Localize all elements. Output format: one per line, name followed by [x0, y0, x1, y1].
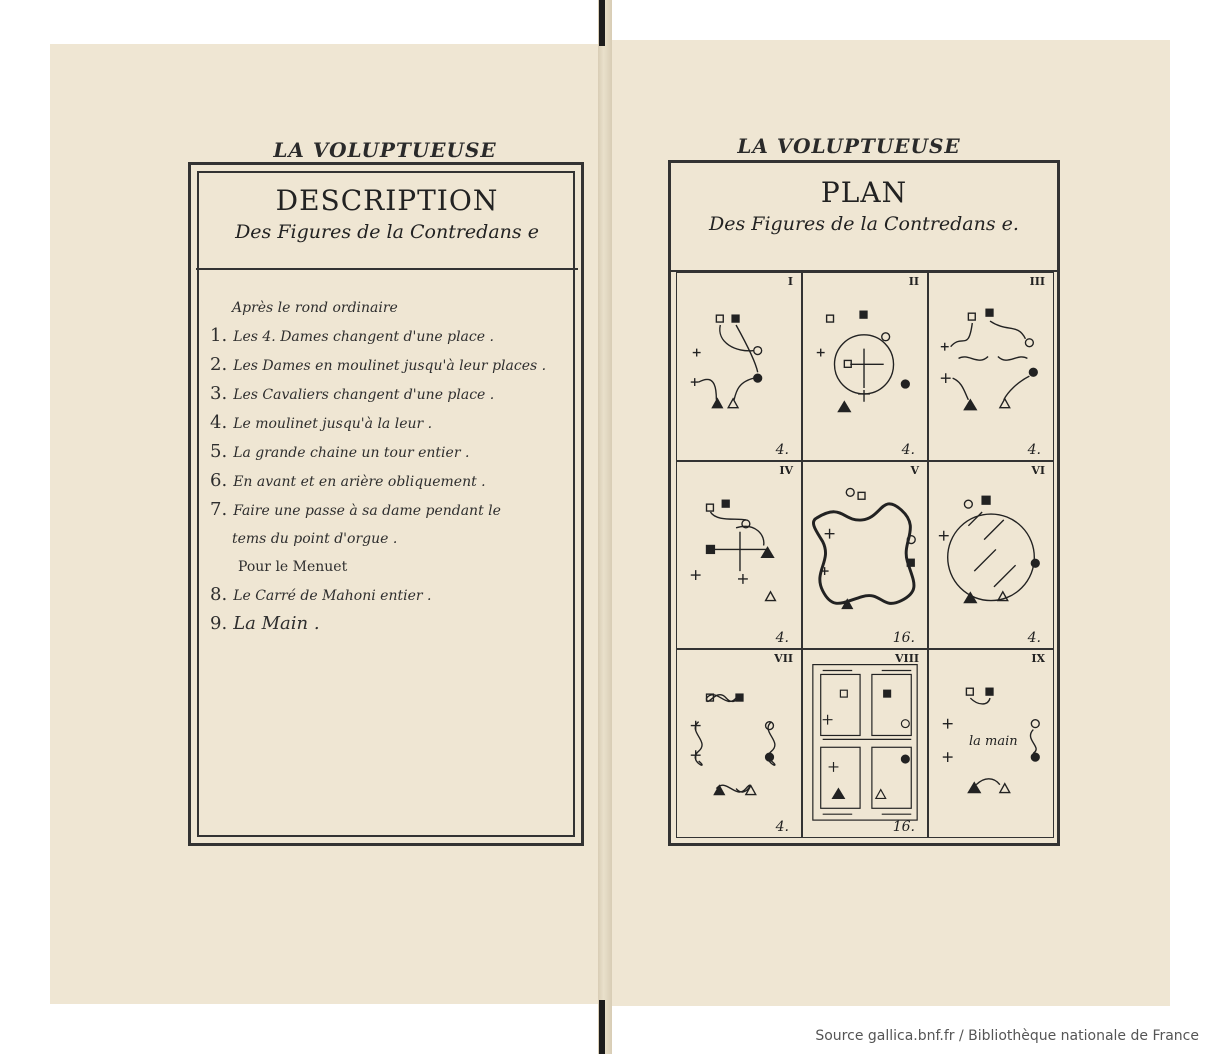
list-item [210, 496, 580, 525]
list-item-number: 2. [210, 354, 228, 375]
figure-cell [802, 272, 928, 461]
figure-numeral: III [1029, 275, 1045, 288]
figure-count: 4. [775, 819, 789, 835]
figure-diagram-2 [803, 273, 927, 460]
figure-diagram-7 [677, 650, 801, 837]
list-item-text: Le moulinet jusqu'à la leur . [233, 416, 433, 432]
plan-subtitle: Des Figures de la Contredans e. [709, 213, 1019, 235]
figure-cell [802, 649, 928, 838]
list-item [210, 581, 580, 610]
figure-diagram-3 [929, 273, 1053, 460]
figure-diagram-4 [677, 462, 801, 649]
bookmark-ribbon-top [599, 0, 605, 46]
list-item-text: La Main . [233, 613, 320, 634]
list-item [210, 610, 580, 638]
description-title: DESCRIPTION [275, 184, 499, 217]
list-item-text: Faire une passe à sa dame pendant le [233, 503, 501, 519]
figure-cell [676, 461, 802, 650]
list-item-number: 8. [210, 584, 228, 605]
la-main-label: la main [969, 734, 1018, 750]
figure-count: 4. [1027, 441, 1041, 458]
plan-title: PLAN [820, 176, 908, 209]
list-item [210, 380, 580, 409]
list-intro: Après le rond ordinaire [232, 300, 398, 316]
list-item-text: Les Dames en moulinet jusqu'à leur places . [233, 358, 547, 374]
figure-cell [928, 649, 1054, 838]
list-item [210, 438, 580, 467]
plan-figures-grid [676, 272, 1054, 838]
figure-count: 4. [901, 441, 915, 458]
list-item-continuation: tems du point d'orgue . [232, 531, 398, 547]
list-item-number: 3. [210, 383, 228, 404]
list-item-number: 5. [210, 441, 228, 462]
figure-diagram-1 [677, 273, 801, 460]
figure-count: 4. [775, 630, 789, 647]
figure-cell [802, 461, 928, 650]
figure-count: 4. [1027, 630, 1041, 647]
list-item [210, 467, 580, 496]
figure-count: 16. [892, 819, 915, 835]
description-list [210, 294, 580, 638]
figure-numeral: I [787, 275, 793, 288]
figure-numeral: V [910, 463, 919, 477]
list-item-text: La grande chaine un tour entier . [233, 445, 470, 461]
list-item-number: 4. [210, 412, 228, 433]
list-item-number: 1. [210, 325, 228, 346]
right-running-title: LA VOLUPTUEUSE [737, 134, 961, 158]
book-gutter [598, 0, 612, 1054]
list-item [210, 322, 580, 351]
list-item-text: Les Cavaliers changent d'une place . [233, 387, 495, 403]
description-title-block [196, 184, 578, 243]
list-item-text: En avant et en arière obliquement . [233, 474, 486, 490]
figure-numeral: VII [774, 652, 793, 666]
figure-count: 4. [775, 441, 789, 458]
list-item-text: Les 4. Dames changent d'une place . [233, 329, 494, 345]
list-item-number: 9. [210, 613, 228, 634]
list-item-number: 6. [210, 470, 228, 491]
bookmark-ribbon-bottom [599, 1000, 605, 1054]
figure-cell [676, 649, 802, 838]
figure-numeral: IV [779, 463, 793, 477]
figure-cell [676, 272, 802, 461]
list-item [210, 351, 580, 380]
menuet-heading: Pour le Menuet [238, 559, 348, 575]
figure-numeral: II [908, 275, 919, 288]
list-item-text: Le Carré de Mahoni entier . [233, 588, 432, 604]
left-running-title: LA VOLUPTUEUSE [273, 138, 497, 162]
plan-title-block [674, 176, 1054, 235]
list-item [210, 409, 580, 438]
description-subtitle: Des Figures de la Contredans e [235, 221, 539, 243]
figure-diagram-8 [803, 650, 927, 837]
list-item-number: 7. [210, 499, 228, 520]
source-credit: Source gallica.bnf.fr / Bibliothèque nationale de France [815, 1028, 1199, 1044]
description-title-rule [196, 268, 578, 270]
figure-numeral: IX [1031, 652, 1045, 666]
figure-numeral: VIII [895, 652, 919, 666]
figure-count: 16. [892, 630, 915, 647]
figure-diagram-5 [803, 462, 927, 649]
figure-cell [928, 272, 1054, 461]
figure-cell [928, 461, 1054, 650]
figure-diagram-6 [929, 462, 1053, 649]
figure-numeral: VI [1031, 463, 1045, 477]
